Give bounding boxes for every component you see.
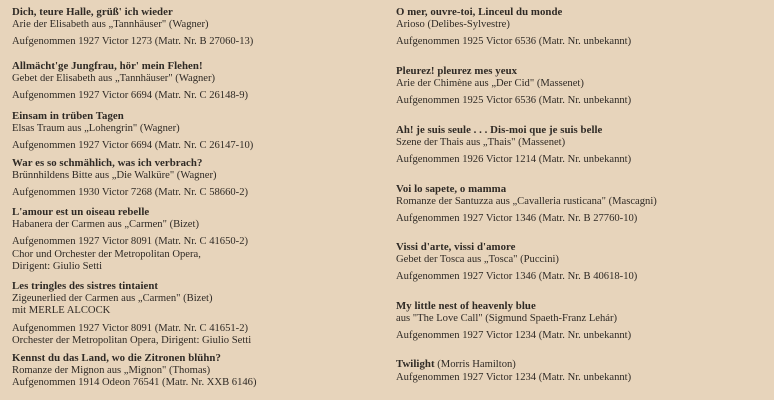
track-description: Habanera der Carmen aus „Carmen" (Bizet) — [12, 218, 199, 230]
track-description: Brünnhildens Bitte aus „Die Walküre" (Wagner) — [12, 169, 217, 181]
recording-info: Aufgenommen 1927 Victor 1346 (Matr. Nr. B 40618-10) — [396, 271, 638, 283]
recording-info: Aufgenommen 1927 Victor 1234 (Matr. Nr. unbekannt) — [396, 330, 632, 342]
track-heading — [396, 358, 770, 372]
recording-info: Aufgenommen 1927 Victor 1346 (Matr. Nr. B 27760-10) — [396, 213, 638, 225]
performer-info: Chor und Orchester der Metropolitan Opera, — [12, 248, 201, 260]
track-composer: (Morris Hamilton) — [434, 359, 516, 370]
track-description: Elsas Traum aus „Lohengrin" (Wagner) — [12, 122, 180, 134]
track-title: Kennst du das Land, wo die Zitronen blühn? — [12, 352, 221, 364]
track-entry — [12, 157, 382, 200]
track-entry — [12, 110, 382, 153]
track-description: aus "The Love Call" (Sigmund Spaeth-Franz Lehár) — [396, 312, 618, 324]
recording-info: Aufgenommen 1925 Victor 6536 (Matr. Nr. unbekannt) — [396, 36, 632, 48]
conductor-info: Dirigent: Giulio Setti — [12, 261, 103, 273]
track-title: O mer, ouvre-toi, Linceul du monde — [396, 6, 563, 18]
track-entry — [396, 6, 770, 49]
track-title: Einsam in trüben Tagen — [12, 110, 124, 122]
track-entry — [396, 358, 770, 384]
track-title: War es so schmählich, was ich verbrach? — [12, 157, 203, 169]
track-title: Les tringles des sistres tintaient — [12, 280, 159, 292]
track-title: Vissi d'arte, vissi d'amore — [396, 241, 516, 253]
track-entry — [396, 300, 770, 343]
track-title: Ah! je suis seule . . . Dis-moi que je suis belle — [396, 124, 603, 136]
track-title: L'amour est un oiseau rebelle — [12, 206, 150, 218]
recording-info: Aufgenommen 1927 Victor 8091 (Matr. Nr. C 41650-2) — [12, 236, 249, 248]
track-entry — [12, 206, 382, 274]
track-description: Arie der Chimène aus „Der Cid" (Massenet) — [396, 77, 584, 89]
track-description: Zigeunerlied der Carmen aus „Carmen" (Bizet) — [12, 292, 213, 304]
recording-info: Aufgenommen 1927 Victor 8091 (Matr. Nr. C 41651-2) — [12, 322, 249, 334]
recording-info: Aufgenommen 1927 Victor 6694 (Matr. Nr. C 26148-9) — [12, 90, 249, 102]
recording-info: Aufgenommen 1927 Victor 6694 (Matr. Nr. C 26147-10) — [12, 140, 254, 152]
performer-info: Orchester der Metropolitan Opera, Dirigent: Giulio Setti — [12, 335, 252, 347]
track-entry — [396, 183, 770, 226]
track-description: Arioso (Delibes-Sylvestre) — [396, 18, 510, 30]
track-description: Romanze der Santuzza aus „Cavalleria rusticana" (Mascagni) — [396, 195, 657, 207]
guest-artist: mit MERLE ALCOCK — [12, 305, 111, 317]
track-entry — [396, 65, 770, 108]
track-entry — [396, 241, 770, 284]
recording-info: Aufgenommen 1925 Victor 6536 (Matr. Nr. unbekannt) — [396, 95, 632, 107]
track-entry — [12, 352, 382, 390]
track-entry — [396, 124, 770, 167]
track-description: Gebet der Tosca aus „Tosca" (Puccini) — [396, 253, 559, 265]
recording-info: Aufgenommen 1927 Victor 1273 (Matr. Nr. B 27060-13) — [12, 36, 254, 48]
track-title: Voi lo sapete, o mamma — [396, 183, 507, 195]
track-title: My little nest of heavenly blue — [396, 300, 536, 312]
track-description: Arie der Elisabeth aus „Tannhäuser" (Wagner) — [12, 18, 209, 30]
track-entry — [12, 280, 382, 348]
track-title: Allmächt'ge Jungfrau, hör' mein Flehen! — [12, 60, 203, 72]
track-title: Pleurez! pleurez mes yeux — [396, 65, 518, 77]
track-title: Twilight — [396, 358, 435, 370]
recording-info: Aufgenommen 1930 Victor 7268 (Matr. Nr. C 58660-2) — [12, 187, 249, 199]
recording-info: Aufgenommen 1914 Odeon 76541 (Matr. Nr. XXB 6146) — [12, 377, 257, 389]
track-entry — [12, 6, 382, 49]
track-entry — [12, 60, 382, 103]
track-title: Dich, teure Halle, grüß' ich wieder — [12, 6, 173, 18]
track-description: Gebet der Elisabeth aus „Tannhäuser" (Wagner) — [12, 72, 216, 84]
track-description: Szene der Thais aus „Thais" (Massenet) — [396, 136, 566, 148]
track-description: Romanze der Mignon aus „Mignon" (Thomas) — [12, 364, 211, 376]
recording-info: Aufgenommen 1926 Victor 1214 (Matr. Nr. unbekannt) — [396, 154, 632, 166]
recording-info: Aufgenommen 1927 Victor 1234 (Matr. Nr. unbekannt) — [396, 371, 632, 383]
